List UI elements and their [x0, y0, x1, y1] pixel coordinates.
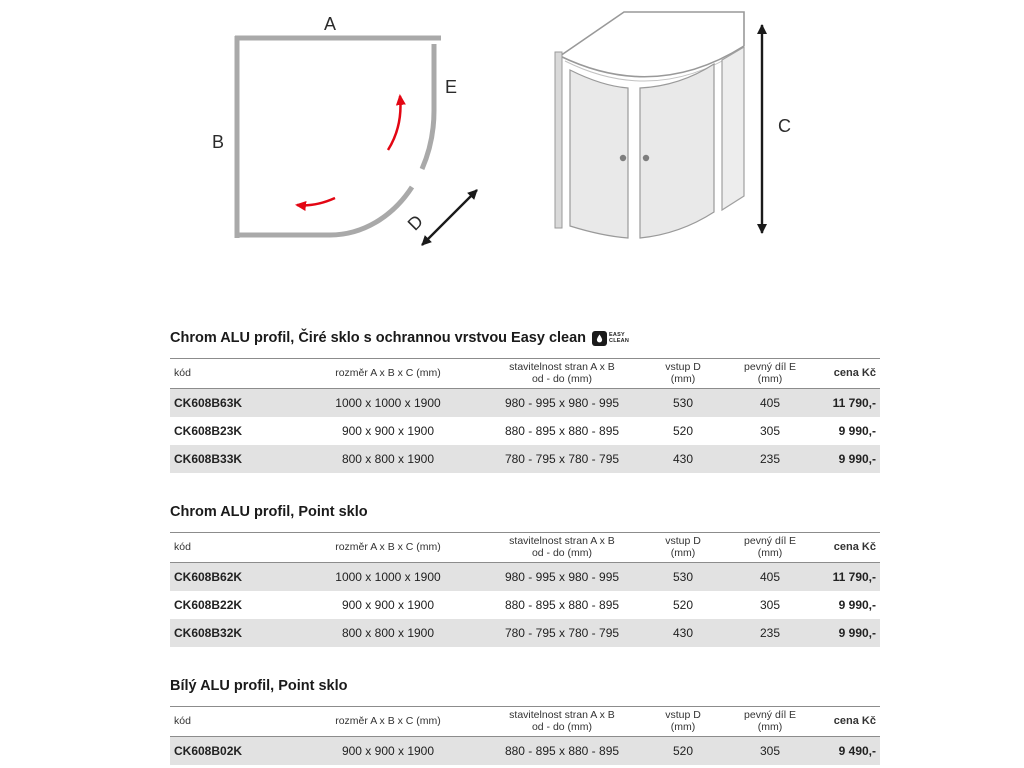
col-header-cena: cena Kč	[820, 359, 880, 389]
door-arc-left	[330, 187, 412, 235]
code-cell: CK608B22K	[174, 598, 243, 612]
water-drop-icon	[592, 331, 607, 346]
top-frame-back	[560, 12, 744, 56]
door-direction-arrow-up	[388, 96, 401, 150]
table-body	[170, 563, 880, 648]
badge-line2: CLEAN	[609, 338, 629, 344]
adjustability-cell: 880 - 895 x 880 - 895	[504, 598, 620, 612]
code-cell: CK608B63K	[174, 396, 243, 410]
table-body	[170, 389, 880, 474]
header-row	[170, 533, 880, 563]
col-header-kod: kód	[170, 533, 298, 563]
col-header-kod: kód	[170, 707, 298, 737]
code-cell: CK608B02K	[174, 744, 243, 758]
adjustability-cell: 780 - 795 x 780 - 795	[504, 452, 620, 466]
col-header-pevny-dil: pevný díl E (mm)	[720, 359, 820, 389]
product-table	[170, 532, 880, 647]
header-row	[170, 707, 880, 737]
table-section-chrom-cire	[170, 329, 880, 473]
price-cell: 9 490,-	[838, 744, 876, 758]
fixed-part-cell: 305	[759, 424, 781, 438]
section-title-text: Chrom ALU profil, Čiré sklo s ochrannou vrstvou Easy clean	[170, 330, 587, 346]
fixed-glass-panel	[722, 47, 744, 210]
door-direction-arrow-left	[297, 198, 335, 205]
top-frame-front-curve	[560, 46, 744, 77]
price-tables	[170, 329, 880, 765]
size-cell: 1000 x 1000 x 1900	[335, 396, 441, 410]
section-title-text: Bílý ALU profil, Point sklo	[170, 678, 348, 694]
door-arc-right	[422, 110, 434, 169]
label-d: D	[403, 210, 428, 235]
col-header-vstup: vstup D (mm)	[646, 359, 720, 389]
top-view-diagram	[205, 14, 495, 270]
section-title	[170, 329, 880, 347]
entry-cell: 530	[672, 396, 694, 410]
price-cell: 11 790,-	[832, 570, 876, 584]
size-cell: 900 x 900 x 1900	[341, 598, 435, 612]
table-section-chrom-point	[170, 503, 880, 647]
entry-cell: 530	[672, 570, 694, 584]
section-title-text: Chrom ALU profil, Point sklo	[170, 504, 368, 520]
size-cell: 900 x 900 x 1900	[341, 424, 435, 438]
table-body	[170, 737, 880, 766]
table-row	[170, 737, 880, 766]
adjustability-cell: 980 - 995 x 980 - 995	[504, 396, 620, 410]
section-title	[170, 503, 880, 521]
size-cell: 1000 x 1000 x 1900	[335, 570, 441, 584]
fixed-part-cell: 305	[759, 744, 781, 758]
left-wall-profile	[555, 52, 562, 228]
col-header-pevny-dil: pevný díl E (mm)	[720, 707, 820, 737]
door-handle-left	[620, 155, 626, 161]
table-row	[170, 417, 880, 445]
code-cell: CK608B33K	[174, 452, 243, 466]
fixed-part-cell: 235	[759, 626, 781, 640]
label-a: A	[324, 14, 337, 34]
fixed-part-cell: 405	[759, 396, 781, 410]
product-table	[170, 358, 880, 473]
code-cell: CK608B23K	[174, 424, 243, 438]
section-title	[170, 677, 880, 695]
adjustability-cell: 880 - 895 x 880 - 895	[504, 424, 620, 438]
table-row	[170, 619, 880, 647]
price-cell: 11 790,-	[832, 396, 876, 410]
header-row	[170, 359, 880, 389]
col-header-rozmer: rozměr A x B x C (mm)	[298, 359, 478, 389]
col-header-pevny-dil: pevný díl E (mm)	[720, 533, 820, 563]
fixed-part-cell: 305	[759, 598, 781, 612]
table-row	[170, 445, 880, 473]
table-row	[170, 389, 880, 418]
entry-cell: 430	[672, 626, 694, 640]
badge-line1: EASY	[609, 331, 625, 338]
fixed-part-cell: 405	[759, 570, 781, 584]
col-header-stavitelnost: stavitelnost stran A x B od - do (mm)	[478, 707, 646, 737]
perspective-view-diagram	[540, 0, 820, 270]
price-cell: 9 990,-	[838, 424, 876, 438]
label-c: C	[778, 116, 791, 136]
adjustability-cell: 880 - 895 x 880 - 895	[504, 744, 620, 758]
dimension-arrow-d	[422, 190, 477, 245]
table-row	[170, 591, 880, 619]
col-header-vstup: vstup D (mm)	[646, 533, 720, 563]
price-cell: 9 990,-	[838, 598, 876, 612]
entry-cell: 520	[672, 744, 694, 758]
fixed-part-cell: 235	[759, 452, 781, 466]
table-section-bily-point	[170, 677, 880, 765]
glass-door-right	[640, 64, 714, 238]
glass-door-left	[570, 70, 628, 238]
entry-cell: 520	[672, 598, 694, 612]
price-cell: 9 990,-	[838, 626, 876, 640]
col-header-rozmer: rozměr A x B x C (mm)	[298, 533, 478, 563]
col-header-stavitelnost: stavitelnost stran A x B od - do (mm)	[478, 533, 646, 563]
label-e: E	[445, 77, 458, 97]
code-cell: CK608B32K	[174, 626, 243, 640]
col-header-rozmer: rozměr A x B x C (mm)	[298, 707, 478, 737]
entry-cell: 520	[672, 424, 694, 438]
price-cell: 9 990,-	[838, 452, 876, 466]
col-header-cena: cena Kč	[820, 707, 880, 737]
product-table	[170, 706, 880, 765]
col-header-cena: cena Kč	[820, 533, 880, 563]
col-header-vstup: vstup D (mm)	[646, 707, 720, 737]
table-row	[170, 563, 880, 592]
easy-clean-badge-text	[609, 332, 629, 345]
size-cell: 900 x 900 x 1900	[341, 744, 435, 758]
adjustability-cell: 980 - 995 x 980 - 995	[504, 570, 620, 584]
door-handle-right	[643, 155, 649, 161]
col-header-kod: kód	[170, 359, 298, 389]
size-cell: 800 x 800 x 1900	[341, 626, 435, 640]
size-cell: 800 x 800 x 1900	[341, 452, 435, 466]
easy-clean-badge	[592, 331, 629, 346]
adjustability-cell: 780 - 795 x 780 - 795	[504, 626, 620, 640]
entry-cell: 430	[672, 452, 694, 466]
label-b: B	[212, 132, 225, 152]
col-header-stavitelnost: stavitelnost stran A x B od - do (mm)	[478, 359, 646, 389]
code-cell: CK608B62K	[174, 570, 243, 584]
